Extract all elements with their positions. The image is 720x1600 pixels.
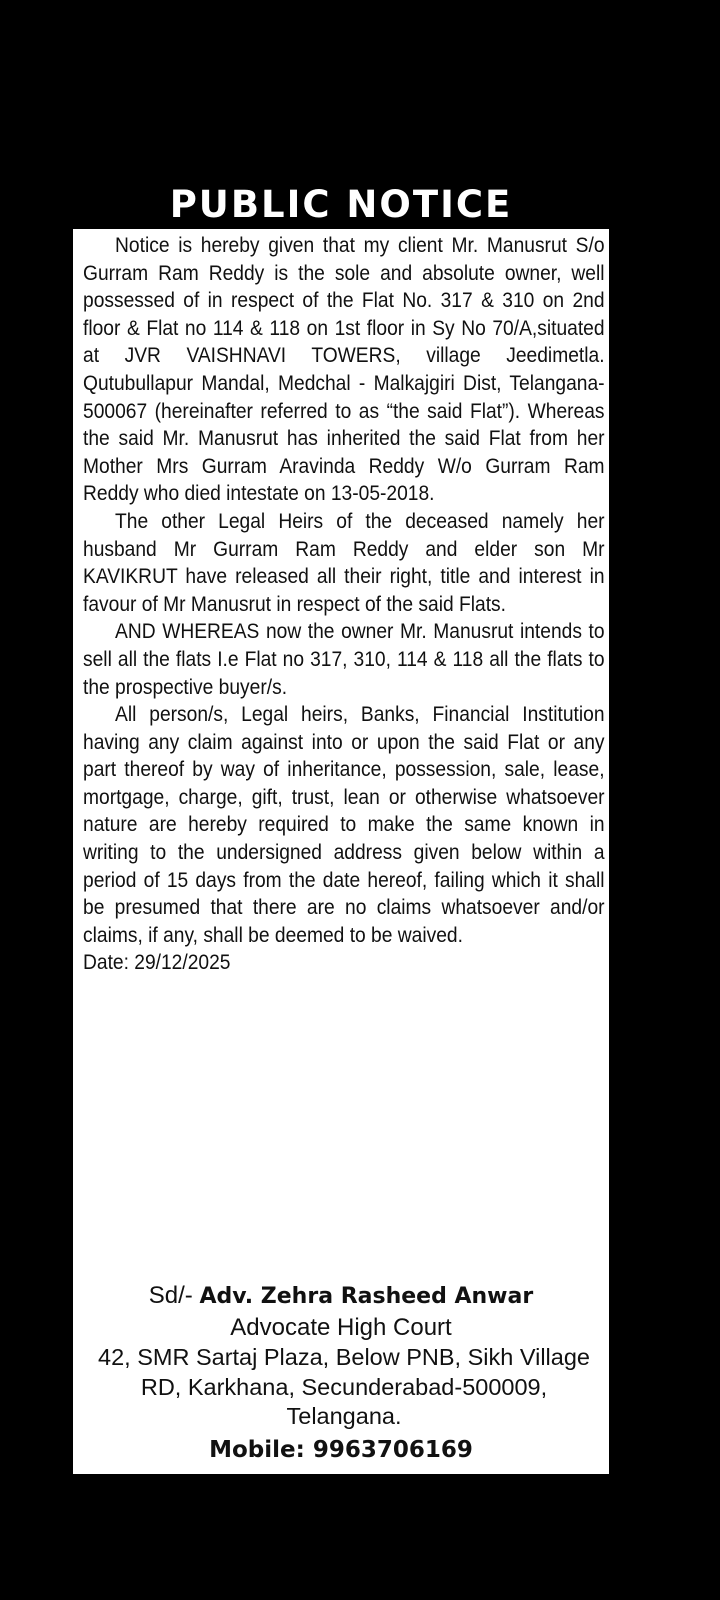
- notice-body: [83, 231, 605, 976]
- notice-paragraph-4: All person/s, Legal heirs, Banks, Financial Institution having any claim against into or upon the said Flat or any part thereof by way of inheritance, possession, sale, lease, mortgage, charge, gift, trust, lean or otherwise whatsoever nature are hereby required to make the same known in writing to the undersigned address given below within a period of 15 days from the date hereof, failing which it shall be presumed that there are no claims whatsoever and/or claims, if any, shall be deemed to be waived.: [83, 701, 605, 947]
- notice-paragraph-2: The other Legal Heirs of the deceased namely her husband Mr Gurram Ram Reddy and elder son Mr KAVIKRUT have released all their right, title and interest in favour of Mr Manusrut in respect of the said Flats.: [83, 507, 605, 616]
- signature-line: [73, 1281, 609, 1311]
- notice-date: Date: 29/12/2025: [83, 949, 231, 975]
- advocate-designation: Advocate High Court: [230, 1314, 452, 1341]
- advocate-name: Adv. Zehra Rasheed Anwar: [199, 1284, 534, 1309]
- advocate-mobile: Mobile: 9963706169: [209, 1437, 473, 1463]
- notice-paragraph-1: Notice is hereby given that my client Mr. Manusrut S/o Gurram Ram Reddy is the sole and absolute owner, well possessed of in respect of the Flat No. 317 & 310 on 2nd floor & Flat no 114 & 118 on 1st floor in Sy No 70/A,situated at JVR VAISHNAVI TOWERS, village Jeedimetla. Qutubullapur Mandal, Medchal - Malkajgiri Dist, Telangana-500067 (hereinafter referred to as “the said Flat”). Whereas the said Mr. Manusrut has inherited the said Flat from her Mother Mrs Gurram Aravinda Reddy W/o Gurram Ram Reddy who died intestate on 13-05-2018.: [83, 232, 605, 506]
- signature-prefix: Sd/-: [148, 1282, 193, 1309]
- notice-paragraph-3: AND WHEREAS now the owner Mr. Manusrut intends to sell all the flats I.e Flat no 317, 310, 114 & 118 all the flats to the prospective buyer/s.: [83, 618, 605, 699]
- advocate-address: 42, SMR Sartaj Plaza, Below PNB, Sikh Village RD, Karkhana, Secunderabad-500009, Telangana.: [98, 1344, 590, 1429]
- notice-title: PUBLIC NOTICE: [73, 181, 609, 229]
- public-notice-card: [70, 178, 612, 1477]
